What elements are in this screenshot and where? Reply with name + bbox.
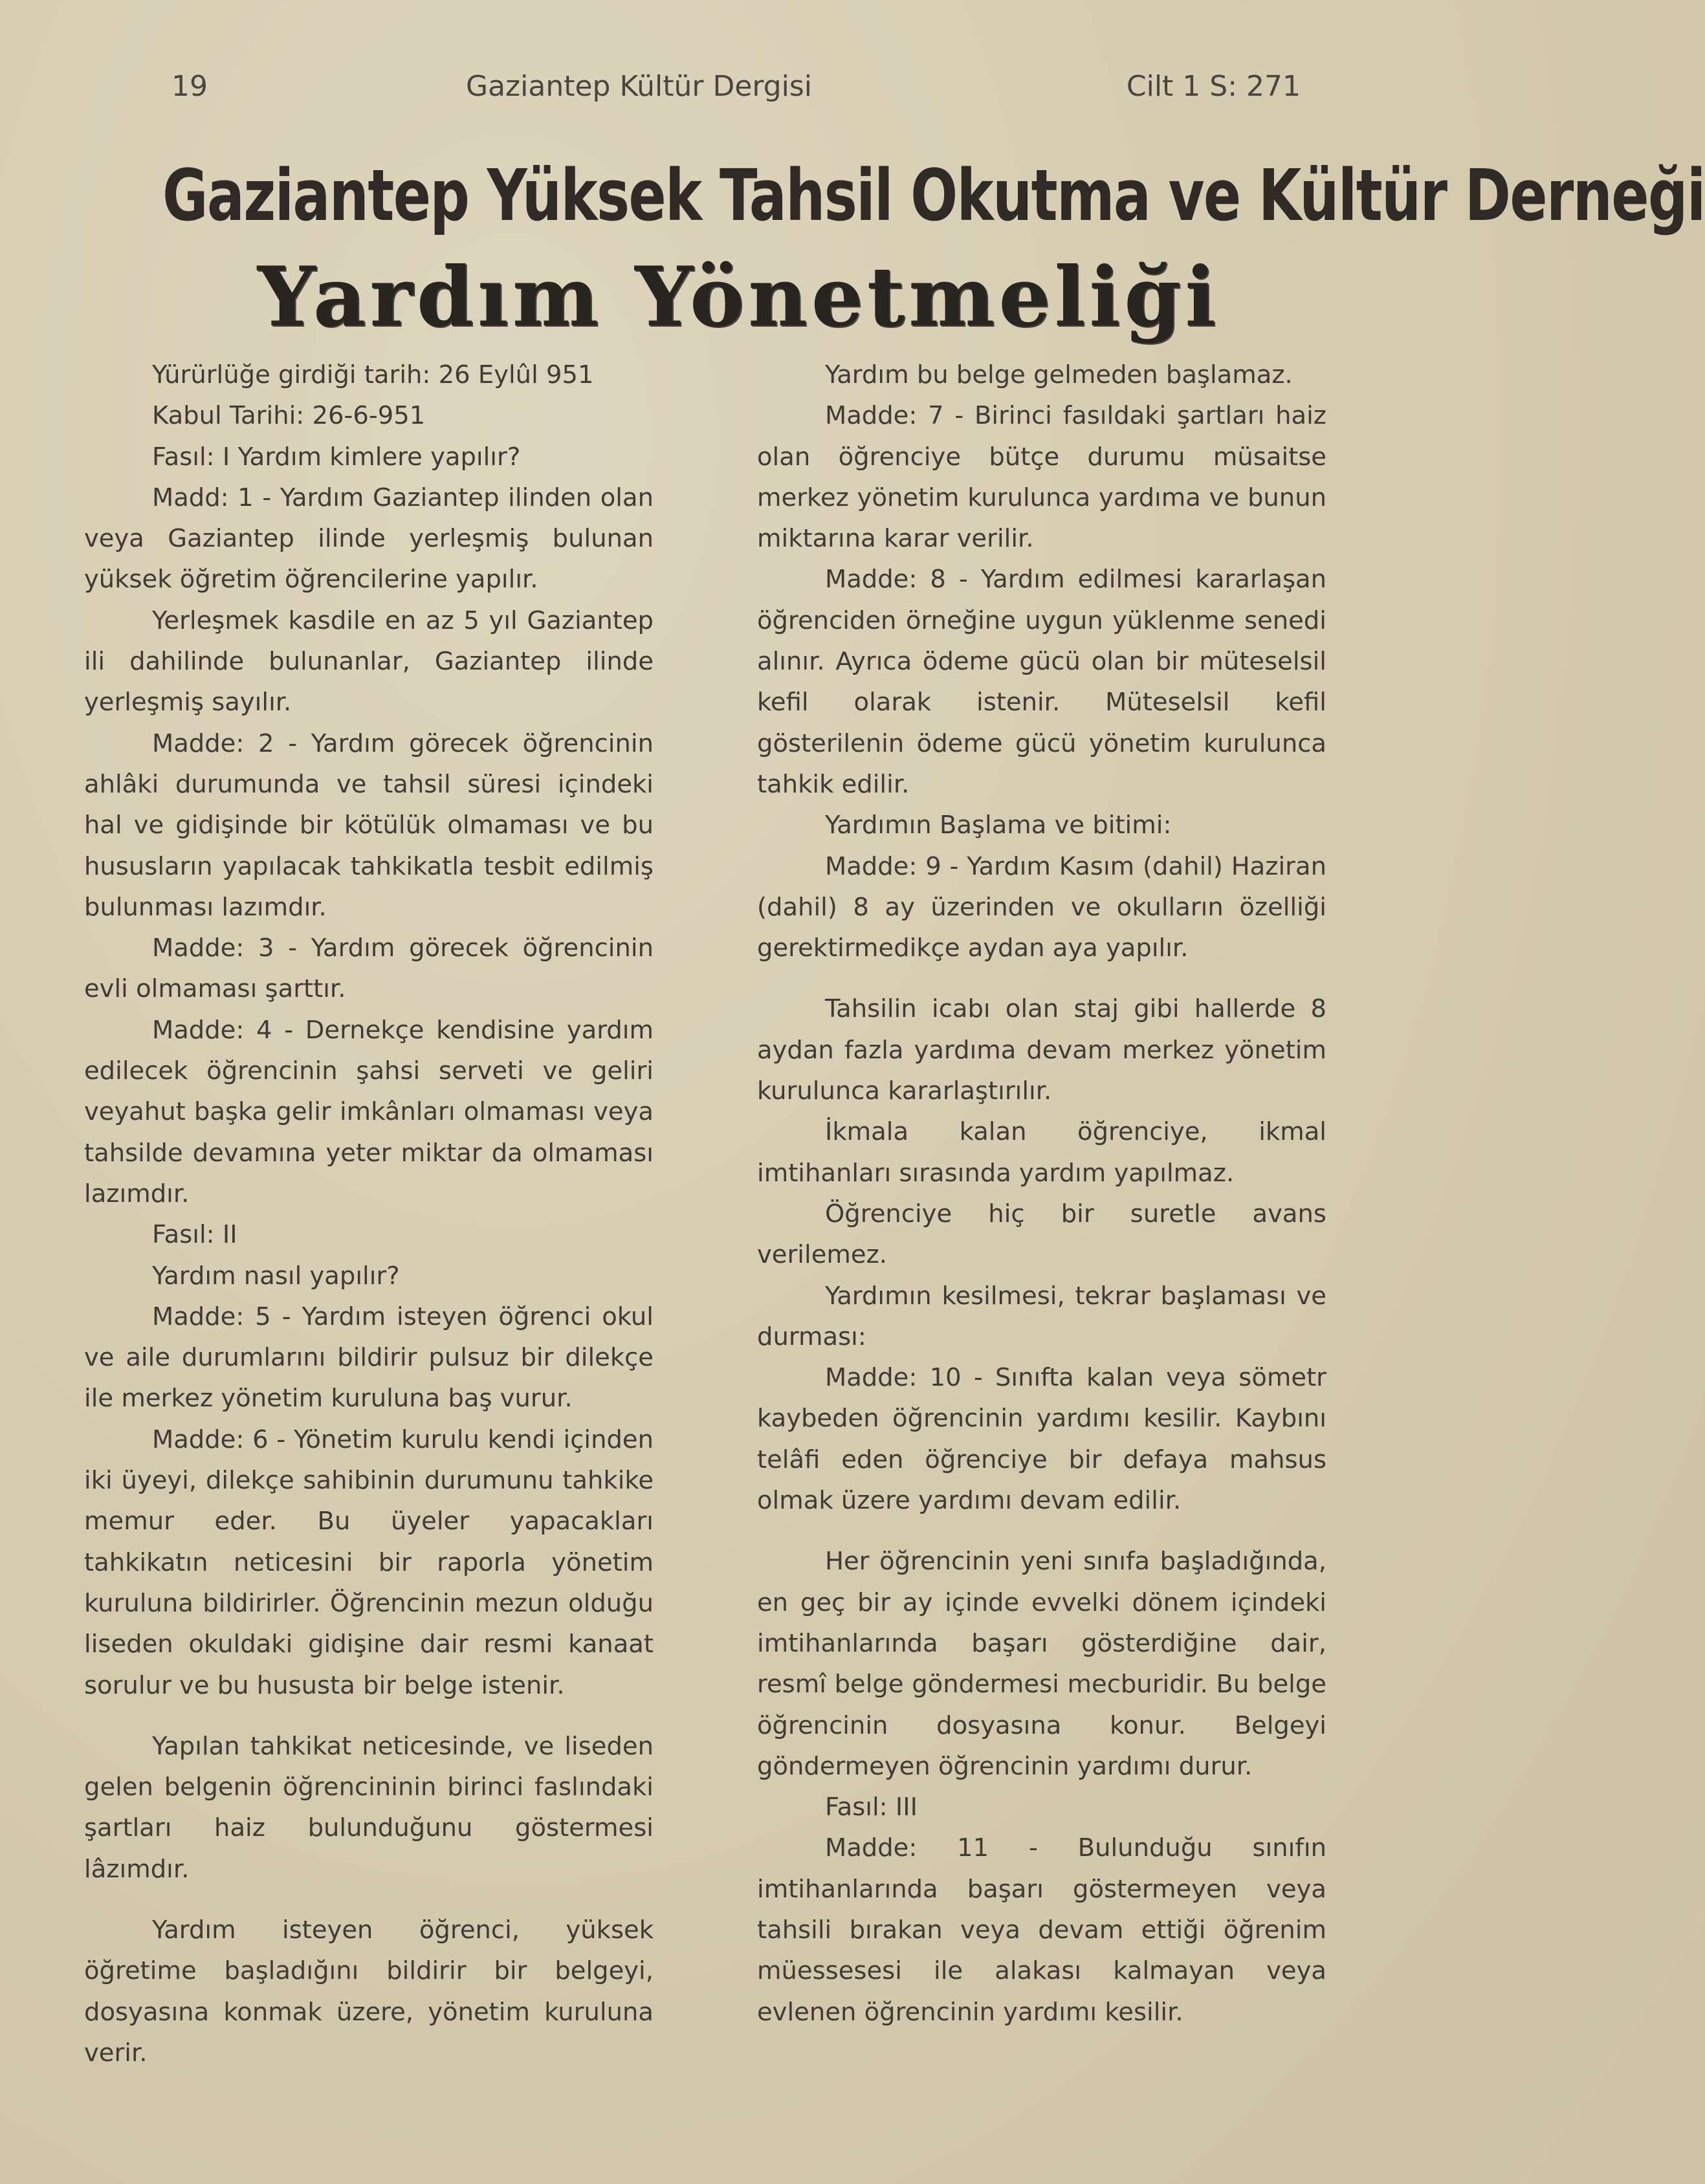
paragraph: İkmala kalan öğrenciye, ikmal imtihanları sırasında yardım yapılmaz. xyxy=(757,1117,1326,1188)
paragraph: Yürürlüğe girdiği tarih: 26 Eylûl 951 xyxy=(152,360,594,389)
paragraph: Madde: 7 - Birinci fasıldaki şartları haiz olan öğrenciye bütçe durumu müsaitse merkez yönetim kurulunca yardıma ve bunun miktarına karar verilir. xyxy=(757,401,1326,554)
article-title: Gaziantep Yüksek Tahsil Okutma ve Kültür Derneği xyxy=(162,154,1705,237)
paragraph: Tahsilin icabı olan staj gibi hallerde 8 aydan fazla yardıma devam merkez yönetim kurulunca kararlaştırılır. xyxy=(757,994,1326,1106)
paragraph: Yardım isteyen öğrenci, yüksek öğretime başladığını bildirir bir belgeyi, dosyasına konmak üzere, yönetim kuruluna verir. xyxy=(84,1915,654,2068)
paragraph: Öğrenciye hiç bir suretle avans verilemez. xyxy=(757,1199,1326,1270)
article-subtitle: Yardım Yönetmeliği xyxy=(257,249,1220,345)
paragraph: Madde: 4 - Dernekçe kendisine yardım edilecek öğrencinin şahsi serveti ve geliri veyahut başka gelir imkânları olmaması veya tahsilde devamına yeter miktar da olmaması lazımdır. xyxy=(84,1015,654,1208)
right-column xyxy=(757,355,1326,2033)
paragraph: Madde: 10 - Sınıfta kalan veya sömetr kaybeden öğrencinin yardımı kesilir. Kaybını telâfi eden öğrenciye bir defaya mahsus olmak üzere yardımı devam edilir. xyxy=(757,1363,1326,1516)
paragraph: Madde: 5 - Yardım isteyen öğrenci okul ve aile durumlarını bildirir pulsuz bir dilekçe ile merkez yönetim kuruluna baş vurur. xyxy=(84,1302,654,1414)
paragraph: Madde: 3 - Yardım görecek öğrencinin evli olmaması şarttır. xyxy=(84,934,654,1004)
volume-issue: Cilt 1 S: 271 xyxy=(1126,70,1301,103)
left-column xyxy=(84,355,654,2073)
paragraph: Fasıl: II xyxy=(152,1220,237,1250)
running-header xyxy=(162,70,1314,109)
paragraph: Yardım nasıl yapılır? xyxy=(152,1261,400,1291)
page-number: 19 xyxy=(171,70,208,103)
paragraph: Fasıl: III xyxy=(825,1793,918,1822)
paragraph: Madde: 8 - Yardım edilmesi kararlaşan öğrenciden örneğine uygun yüklenme senedi alınır. Ayrıca ödeme gücü olan bir müteselsil kefil olarak istenir. Müteselsil kefil gösterilenin ödeme gücü yönetim kurulunca tahkik edilir. xyxy=(757,565,1326,799)
paragraph: Kabul Tarihi: 26-6-951 xyxy=(152,401,426,431)
paragraph: Madde: 6 - Yönetim kurulu kendi içinden iki üyeyi, dilekçe sahibinin durumunu tahkike memur eder. Bu üyeler yapacakları tahkikatın neticesini bir raporla yönetim kuruluna bildirirler. Öğrencinin mezun olduğu liseden okuldaki gidişine dair resmi kanaat sorulur ve bu hususta bir belge istenir. xyxy=(84,1425,654,1700)
paragraph: Madd: 1 - Yardım Gaziantep ilinden olan veya Gaziantep ilinde yerleşmiş bulunan yüksek öğretim öğrencilerine yapılır. xyxy=(84,483,654,595)
magazine-name: Gaziantep Kültür Dergisi xyxy=(466,70,813,103)
paragraph: Yardım bu belge gelmeden başlamaz. xyxy=(825,360,1293,389)
paragraph: Her öğrencinin yeni sınıfa başladığında, en geç bir ay içinde evvelki dönem içindeki imtihanlarında başarı gösterdiğine dair, resmî belge göndermesi mecburidir. Bu belge öğrencinin dosyasına konur. Belgeyi göndermeyen öğrencinin yardımı durur. xyxy=(757,1547,1326,1781)
paragraph: Madde: 9 - Yardım Kasım (dahil) Haziran (dahil) 8 ay üzerinden ve okulların özelliği gerektirmedikçe aydan aya yapılır. xyxy=(757,851,1326,963)
paragraph: Fasıl: I Yardım kimlere yapılır? xyxy=(152,442,521,472)
paragraph: Yapılan tahkikat neticesinde, ve liseden gelen belgenin öğrencininin birinci faslındaki şartları haiz bulunduğunu göstermesi lâzımdır. xyxy=(84,1731,654,1884)
paragraph: Yerleşmek kasdile en az 5 yıl Gaziantep ili dahilinde bulunanlar, Gaziantep ilinde yerleşmiş sayılır. xyxy=(84,606,654,717)
paragraph: Madde: 11 - Bulunduğu sınıfın imtihanlarında başarı göstermeyen veya tahsili bırakan veya devam ettiği öğrenim müessesesi ile alakası kalmayan veya evlenen öğrencinin yardımı kesilir. xyxy=(757,1833,1326,2027)
paragraph: Madde: 2 - Yardım görecek öğrencinin ahlâki durumunda ve tahsil süresi içindeki hal ve gidişinde bir kötülük olmaması ve bu hususların yapılacak tahkikatla tesbit edilmiş bulunması lazımdır. xyxy=(84,728,654,922)
paragraph: Yardımın Başlama ve bitimi: xyxy=(825,811,1172,840)
paragraph: Yardımın kesilmesi, tekrar başlaması ve durması: xyxy=(757,1281,1326,1351)
